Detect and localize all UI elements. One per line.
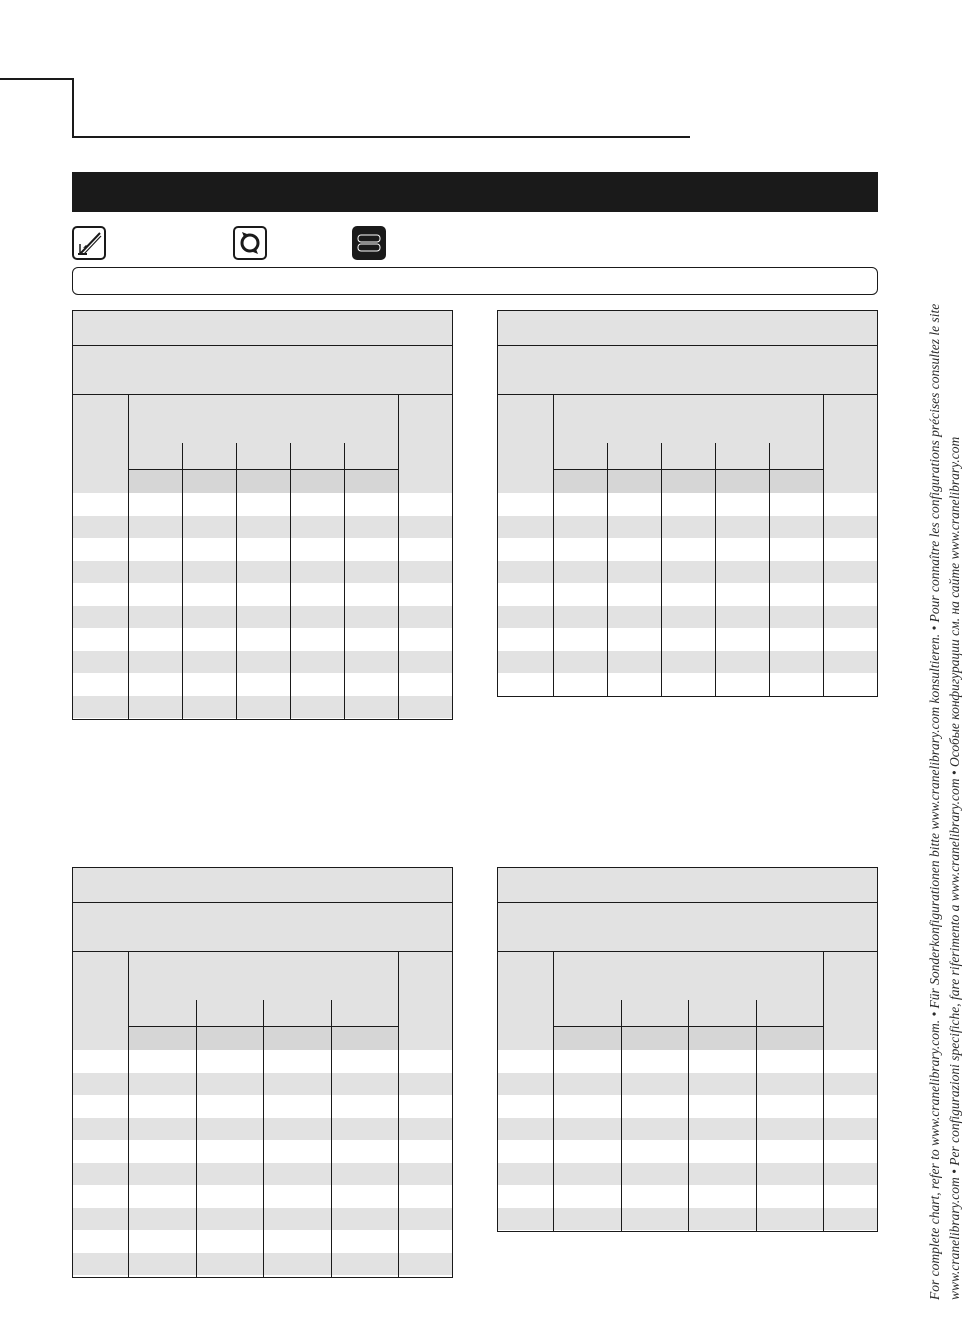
table-subtitle-band bbox=[73, 346, 452, 395]
cranelibrary-reference-note bbox=[925, 220, 965, 1300]
table-row bbox=[498, 561, 877, 584]
column-divider bbox=[553, 952, 554, 1231]
header-divider bbox=[553, 469, 823, 470]
units-row bbox=[553, 469, 823, 493]
table-row bbox=[73, 493, 452, 516]
counterweight-icon bbox=[352, 226, 386, 260]
table-row bbox=[73, 561, 452, 584]
configuration-note-box bbox=[72, 267, 878, 295]
section-title-bar bbox=[72, 172, 878, 212]
table-row bbox=[498, 606, 877, 629]
load-table-bottom-right bbox=[497, 867, 878, 1232]
table-subtitle-band bbox=[498, 346, 877, 395]
subcolumn-divider bbox=[661, 443, 662, 696]
table-row bbox=[73, 538, 452, 561]
subcolumn-divider bbox=[769, 443, 770, 696]
subcolumn-divider bbox=[344, 443, 345, 719]
table-subtitle-band bbox=[498, 903, 877, 952]
subcolumn-divider bbox=[756, 1000, 757, 1231]
table-subtitle-band bbox=[73, 903, 452, 952]
units-row bbox=[128, 469, 398, 493]
table-row bbox=[498, 516, 877, 539]
subcolumn-divider bbox=[182, 443, 183, 719]
column-divider bbox=[128, 952, 129, 1277]
table-row bbox=[73, 583, 452, 606]
column-divider bbox=[823, 395, 824, 696]
table-row bbox=[73, 606, 452, 629]
subcolumn-divider bbox=[331, 1000, 332, 1277]
load-table-top-left bbox=[72, 310, 453, 720]
column-divider bbox=[398, 395, 399, 719]
column-divider bbox=[398, 952, 399, 1277]
subcolumn-divider bbox=[688, 1000, 689, 1231]
reference-note-line-2: www.cranelibrary.com • Per configurazioni specifiche, fare riferimento a www.cranelibrary.com • Особые конфигурации см. на сайте www.cranelibrary.com bbox=[947, 436, 962, 1300]
boom-icon bbox=[72, 226, 106, 260]
table-row bbox=[498, 651, 877, 674]
load-table-bottom-left bbox=[72, 867, 453, 1278]
column-divider bbox=[553, 395, 554, 696]
table-row bbox=[498, 628, 877, 651]
column-divider bbox=[823, 952, 824, 1231]
table-row bbox=[73, 651, 452, 674]
table-row bbox=[73, 628, 452, 651]
subcolumn-divider bbox=[236, 443, 237, 719]
header-divider bbox=[128, 469, 398, 470]
rotation-360-icon bbox=[233, 226, 267, 260]
page-corner-mark bbox=[0, 78, 74, 80]
subcolumn-divider bbox=[263, 1000, 264, 1277]
subcolumn-divider bbox=[621, 1000, 622, 1231]
table-row bbox=[498, 583, 877, 606]
header-rule bbox=[72, 136, 690, 138]
table-row bbox=[73, 673, 452, 696]
table-title-band bbox=[498, 868, 877, 903]
load-table-top-right bbox=[497, 310, 878, 697]
subcolumn-divider bbox=[607, 443, 608, 696]
table-row bbox=[498, 493, 877, 516]
table-row bbox=[73, 696, 452, 719]
table-row bbox=[73, 516, 452, 539]
table-row bbox=[498, 673, 877, 696]
table-title-band bbox=[73, 311, 452, 346]
subcolumn-divider bbox=[196, 1000, 197, 1277]
table-title-band bbox=[498, 311, 877, 346]
table-row bbox=[498, 538, 877, 561]
table-title-band bbox=[73, 868, 452, 903]
reference-note-line-1: For complete chart, refer to www.cranelibrary.com. • Für Sonderkonfigurationen bitte www.cranelibrary.com konsultieren. • Pour connaître les configurations précises consultez le site bbox=[927, 303, 942, 1300]
page-corner-mark-vertical bbox=[72, 78, 74, 138]
column-divider bbox=[128, 395, 129, 719]
subcolumn-divider bbox=[290, 443, 291, 719]
subcolumn-divider bbox=[715, 443, 716, 696]
